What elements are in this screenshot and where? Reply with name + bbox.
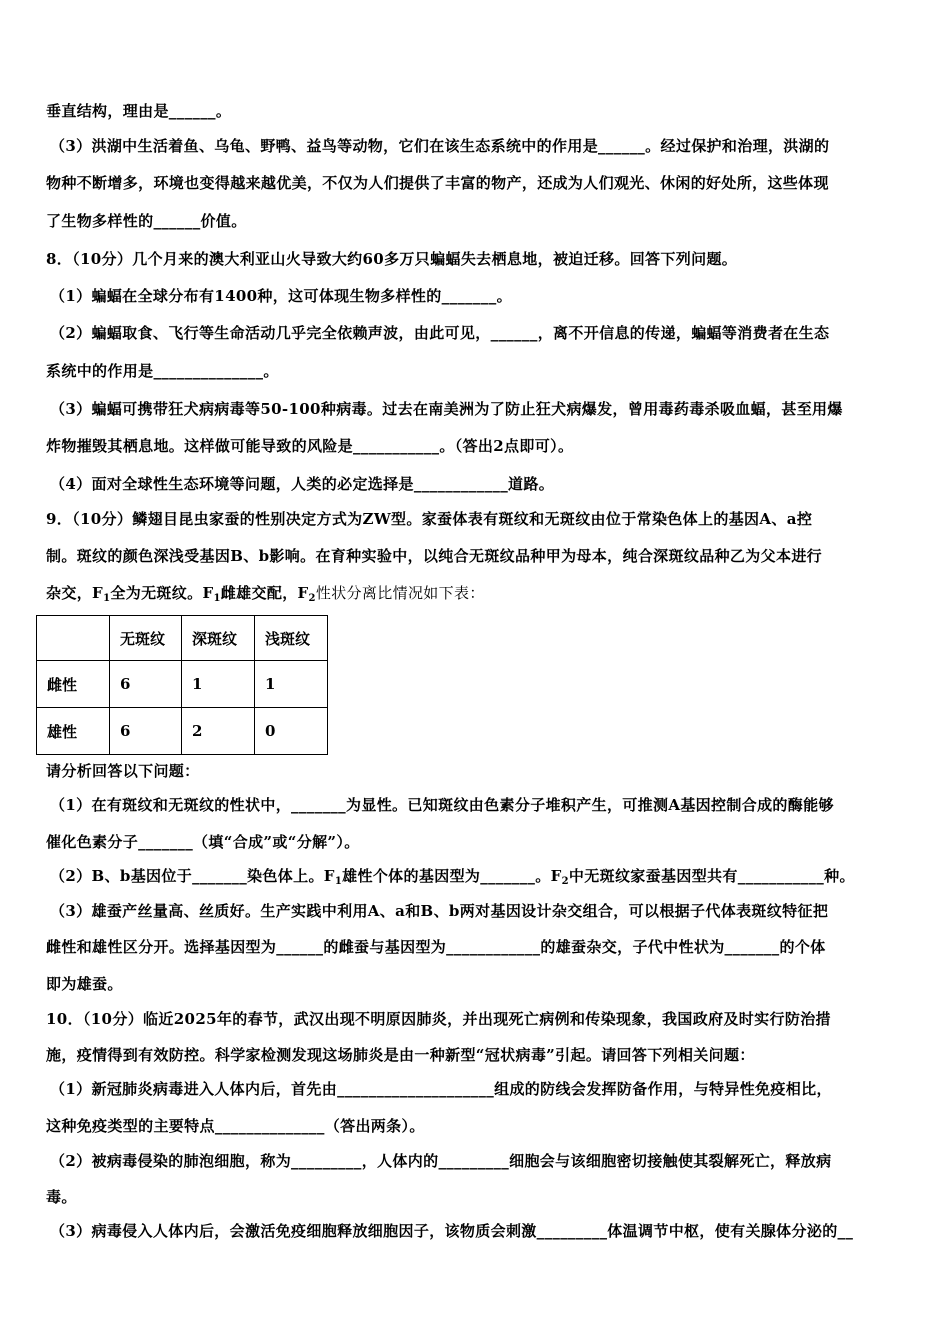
text-line: （3）雄蚕产丝量高、丝质好。生产实践中利用A、a和B、b两对基因设计杂交组合，可以根据子代体表斑纹特征把	[50, 902, 829, 920]
text-line: 物种不断增多，环境也变得越来越优美，不仅为人们提供了丰富的物产，还成为人们观光、休闲的好处所，这些体现	[46, 174, 829, 192]
table-cell: 1	[255, 661, 328, 708]
text-line: （2）蝙蝠取食、飞行等生命活动几乎完全依赖声波，由此可见，______，离不开信息的传递，蝙蝠等消费者在生态	[50, 324, 830, 342]
text-line: （1）蝙蝠在全球分布有1400种，这可体现生物多样性的_______。	[50, 287, 512, 305]
text-line: （1）新冠肺炎病毒进入人体内后，首先由____________________组成的防线会发挥防备作用，与特异性免疫相比，	[50, 1080, 832, 1098]
text-line: 施，疫情得到有效防控。科学家检测发现这场肺炎是由一种新型“冠状病毒”引起。请回答下列相关问题：	[46, 1046, 755, 1064]
text-line: 炸物摧毁其栖息地。这样做可能导致的风险是___________。（答出2点即可）。	[46, 437, 574, 455]
table-cell: 6	[110, 661, 182, 708]
table-cell: 2	[182, 708, 255, 755]
table-header-row	[37, 616, 328, 661]
table-header-cell: 深斑纹	[182, 616, 255, 661]
text-line: 雌性和雄性区分开。选择基因型为______的雌蚕与基因型为____________的雄蚕杂交，子代中性状为_______的个体	[46, 938, 826, 956]
text-line: 杂交，$F_1$全为无斑纹。$F_1$雌雄交配，$F_2$性状分离比情况如下表：	[46, 584, 485, 604]
text-line: 毒。	[46, 1188, 77, 1206]
table-header-cell	[37, 616, 110, 661]
text-line: 这种免疫类型的主要特点______________（答出两条）。	[46, 1117, 425, 1135]
text-line: 即为雄蚕。	[46, 975, 123, 993]
text-line: 催化色素分子_______（填“合成”或“分解”）。	[46, 833, 360, 851]
text-line: （2）B、b基因位于_______染色体上。$F_1$雄性个体的基因型为_______。$F_2$中无斑纹家蚕基因型共有___________种。	[50, 867, 855, 887]
question-8-heading: 8．（10分）几个月来的澳大利亚山火导致大约60多万只蝙蝠失去栖息地，被迫迁移。回答下列问题。	[46, 250, 738, 268]
table-cell: 雌性	[37, 661, 110, 708]
table-cell: 雄性	[37, 708, 110, 755]
question-10-heading: 10．（10分）临近2025年的春节，武汉出现不明原因肺炎，并出现死亡病例和传染现象，我国政府及时实行防治措	[46, 1010, 831, 1028]
text-line: 制。斑纹的颜色深浅受基因B、b影响。在育种实验中，以纯合无斑纹品种甲为母本，纯合深斑纹品种乙为父本进行	[46, 547, 823, 565]
text-line: （3）病毒侵入人体内后，会激活免疫细胞释放细胞因子，该物质会刺激_________体温调节中枢，使有关腺体分泌的__	[50, 1222, 854, 1240]
text-line: （3）洪湖中生活着鱼、乌龟、野鸭、益鸟等动物，它们在该生态系统中的作用是______。经过保护和治理，洪湖的	[50, 137, 830, 155]
text-line: （2）被病毒侵染的肺泡细胞，称为_________，人体内的_________细胞会与该细胞密切接触使其裂解死亡，释放病	[50, 1152, 832, 1170]
segregation-ratio-table	[36, 615, 328, 755]
table-header-cell: 无斑纹	[110, 616, 182, 661]
text-line: （4）面对全球性生态环境等问题，人类的必定选择是____________道路。	[50, 475, 555, 493]
table-cell: 1	[182, 661, 255, 708]
table-row	[37, 661, 328, 708]
question-9-heading: 9．（10分）鳞翅目昆虫家蚕的性别决定方式为ZW型。家蚕体表有斑纹和无斑纹由位于常染色体上的基因A、a控	[46, 510, 813, 528]
table-row	[37, 708, 328, 755]
text-line: 垂直结构，理由是______。	[46, 102, 232, 120]
table-cell: 0	[255, 708, 328, 755]
text-line: （1）在有斑纹和无斑纹的性状中，_______为显性。已知斑纹由色素分子堆积产生，可推测A基因控制合成的酶能够	[50, 796, 834, 814]
table-cell: 6	[110, 708, 182, 755]
text-line: 了生物多样性的______价值。	[46, 212, 247, 230]
table-header-cell: 浅斑纹	[255, 616, 328, 661]
text-line: 系统中的作用是______________。	[46, 362, 279, 380]
text-line: （3）蝙蝠可携带狂犬病病毒等50-100种病毒。过去在南美洲为了防止狂犬病爆发，曾用毒药毒杀吸血蝠，甚至用爆	[50, 400, 843, 418]
text-line: 请分析回答以下问题：	[46, 762, 200, 780]
